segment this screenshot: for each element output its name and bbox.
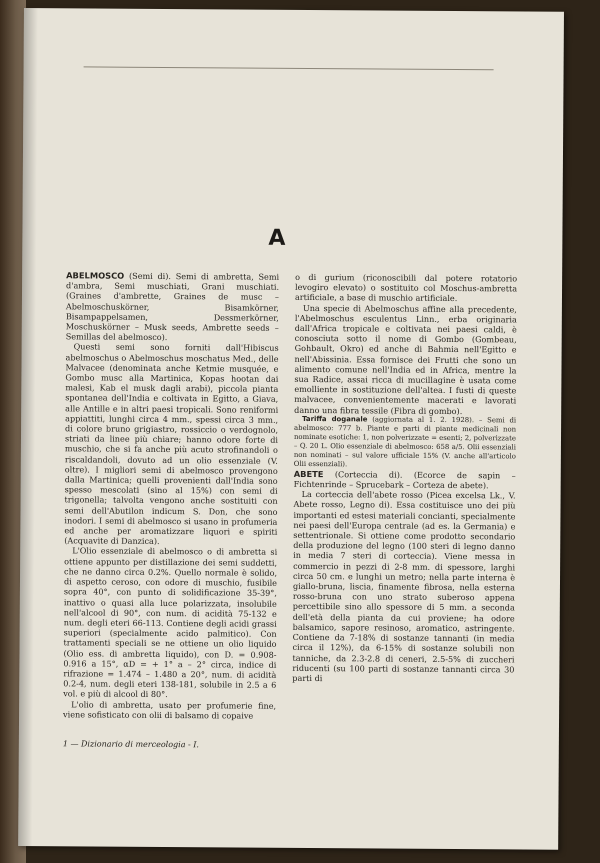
abelmosco-paragraph-3: L'olio di ambretta, usato per profumerie fine, viene sofisticato con olii di balsamo di copaive xyxy=(63,698,277,721)
right-paragraph-1: o di gurium (riconoscibili dal potere rotatorio levogiro elevato) o sostituito col Moschus-ambretta artificiale, a base di muschio artificiale. xyxy=(294,271,518,304)
abelmosco-intro-text: (Semi di). Semi di ambretta, Semi d'ambra, Semi muschiati, Grani muschiati. (Graines d'ambrette, Graines de musc – Abelmoschuskörner, Bisamkörner, Bisampappelsamen, Dessmerkörner, Moschuskörner – Musk seeds, Ambrette seeds – Semillas del abelmosco). xyxy=(65,270,280,343)
section-letter: A xyxy=(268,225,286,251)
tariff-block xyxy=(294,415,516,471)
entry-abete-intro xyxy=(294,469,516,491)
headword-abete: ABETE xyxy=(293,468,324,479)
tariff-text: (aggiornata al 1. 2. 1928). – Semi di abelmosco: 777 b. Piante e parti di piante medicinali non nominate esotiche: 1, non polverizzate = esenti; 2, polverizzate – Q. 20 L. xyxy=(293,415,517,450)
abete-intro-text: (Corteccia di). (Ecorce de sapin – Fichtenrinde – Sprucebark – Corteza de abete). xyxy=(293,469,516,491)
left-column xyxy=(63,270,279,720)
entry-abelmosco-intro xyxy=(66,270,279,343)
tariff-label: Tariffa doganale xyxy=(302,414,368,424)
top-rule xyxy=(84,66,494,70)
abete-paragraph: La corteccia dell'abete rosso (Picea excelsa Lk., V. Abete rosso, Legno di). Essa costituisce uno dei più importanti ed estesi materiali concianti, specialmente nei paesi dell'Europa centrale (ad es. la Germania) e settentrionale. Si ottiene come prodotto secondario della produzione del legno (100 steri di legno danno in media 7 steri di corteccia). Viene messa in commercio in pezzi di 2-8 mm. di spessore, larghi circa 50 cm. e lunghi un metro; nella parte interna è giallo-bruna, liscia, finamente fibrosa, nella esterna rosso-bruna con uno strato suberoso appena percettibile sino allo spessore di 5 mm. a seconda dell'età della pianta da cui proviene; ha odore balsamico, sapore resinoso, aromatico, astringente. Contiene da 7-18% di sostanze tannanti (in media circa il 12%), da 6-15% di sostanze solubili non tanniche, da 2.3-2.8 di ceneri, 2.5-5% di zuccheri riducenti (su 100 parti di sostanze tannanti circa 30 parti di xyxy=(292,489,516,684)
headword-abelmosco: ABELMOSCO xyxy=(66,270,125,281)
right-column xyxy=(292,272,517,685)
abelmosco-paragraph-2: L'Olio essenziale di abelmosco o di ambretta si ottiene appunto per distillazione dei semi suddetti, che ne danno circa 0.2%. Quello normale è solido, di aspetto ceroso, con odore di muschio, fusibile sopra 40°, con punto di solidificazione 35-39°, inattivo o quasi alla luce polarizzata, insolubile nell'alcool di 90°, con num. di acidità 75-132 e num. degli eteri 66-113. Contiene degli acidi grassi superiori (specialmente acido palmitico). Con trattamenti speciali se ne ottiene un olio liquido (Olio ess. di ambretta liquido), con D. = 0.908-0.916 a 15°, αD = + 1° a – 2° circa, indice di rifrazione = 1.474 – 1.480 a 20°, num. di acidità 0.2-4, num. degli eteri 138-181, solubile in 2.5 a 6 vol. e più di alcool di 80°. xyxy=(63,545,278,700)
book-page xyxy=(18,8,564,850)
abelmosco-paragraph-1: Questi semi sono forniti dall'Hibiscus abelmoschus o Abelmoschus moschatus Med., delle Malvacee (denominata anche Ketmie musquée, e Gombo musc alla Martinica, Kopas hootan dai malesi, Kab el musk dagli arabi), piccola pianta spontanea dell'India e coltivata in Egitto, a Giava, alle Antille e in altri paesi tropicali. Sono reniformi appiattiti, lunghi circa 4 mm., spessi circa 3 mm., di colore bruno grigiastro, rossiccio o verdognolo, striati da linee più chiare; hanno odore forte di muschio, che si fa anche più acuto strofinandoli o riscaldandoli, dovuto ad un olio essenziale (V. oltre). I migliori semi di abelmosco provengono dalla Martinica; quelli provenienti dall'India sono spesso mescolati (sino al 15%) con semi di trigonella; talvolta vengono anche sostituiti con semi dell'Abutilon indicum S. Don, che sono inodori. I semi di abelmosco si usano in profumeria ed anche per aromatizzare liquori e spiriti (Acquavite di Danzica). xyxy=(64,341,279,547)
page-footer: 1 — Dizionario di merceologia - I. xyxy=(62,739,200,750)
right-paragraph-2: Una specie di Abelmoschus affine alla precedente, l'Abelmoschus esculentus Linn., erba originaria dall'Africa tropicale e coltivata nei paesi caldi, è conosciuta sotto il nome di Gombo (Gombeau, Gohbault, Okro) ed anche di Bahmia nell'Egitto e nell'Abissinia. Essa fornisce dei Frutti che sono un alimento comune nell'India ed in Africa, mentre la sua Radice, assai ricca di mucillagine è usata come emolliente in sostituzione dell'altea. I fusti di queste malvacee, convenientemente macerati e lavorati danno una fibra tessile (Fibra di gombo). xyxy=(294,302,517,416)
tariff-text-2: Olio essenziale di abelmosco: 658 a/5. Olii essenziali non nominati – sul valore ufficiale 15% (V. anche all'articolo Olii essenziali). xyxy=(293,441,516,469)
